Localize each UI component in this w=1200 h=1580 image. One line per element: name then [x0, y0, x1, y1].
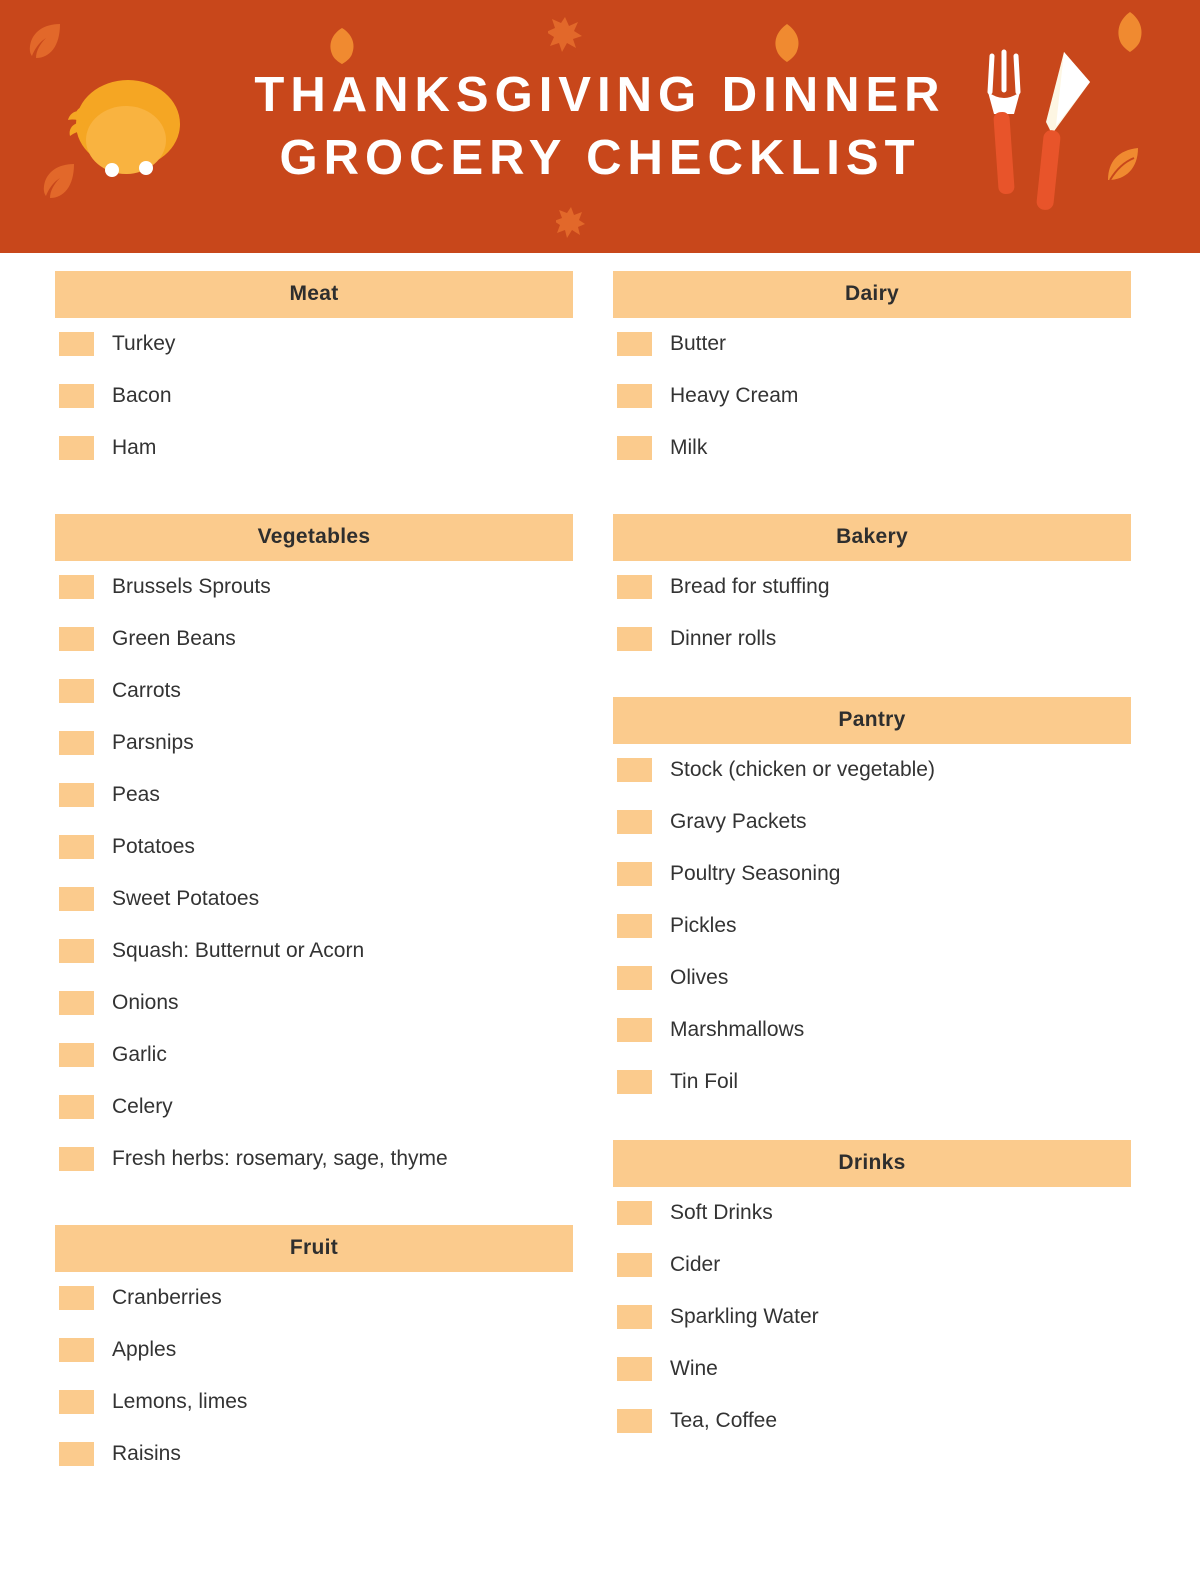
list-item[interactable] [55, 665, 573, 717]
item-label: Cranberries [112, 1286, 222, 1309]
checkbox[interactable] [617, 1018, 652, 1042]
item-label: Butter [670, 332, 727, 355]
checkbox[interactable] [617, 627, 652, 651]
item-label: Dinner rolls [670, 627, 777, 650]
category-items [613, 561, 1131, 665]
list-item[interactable] [55, 422, 573, 474]
spacer [55, 474, 573, 514]
title-line-1: THANKSGIVING DINNER [254, 68, 946, 123]
category-drinks [613, 1140, 1131, 1447]
category-pantry [613, 697, 1131, 1108]
list-item[interactable] [613, 1187, 1131, 1239]
list-item[interactable] [55, 1029, 573, 1081]
checkbox[interactable] [617, 862, 652, 886]
item-label: Peas [112, 783, 160, 806]
checkbox[interactable] [59, 1043, 94, 1067]
checkbox[interactable] [59, 731, 94, 755]
list-item[interactable] [55, 769, 573, 821]
checkbox[interactable] [59, 1442, 94, 1466]
list-item[interactable] [55, 821, 573, 873]
checkbox[interactable] [59, 384, 94, 408]
list-item[interactable] [613, 1056, 1131, 1108]
list-item[interactable] [613, 744, 1131, 796]
category-header: Bakery [613, 514, 1131, 561]
list-item[interactable] [55, 1133, 573, 1185]
category-bakery [613, 514, 1131, 665]
category-items [55, 1272, 573, 1480]
spacer [613, 1108, 1131, 1140]
item-label: Poultry Seasoning [670, 862, 841, 885]
page-title [0, 0, 1200, 253]
checkbox[interactable] [617, 1253, 652, 1277]
category-items [613, 318, 1131, 474]
checkbox[interactable] [59, 627, 94, 651]
checkbox[interactable] [617, 384, 652, 408]
list-item[interactable] [613, 422, 1131, 474]
category-items [613, 1187, 1131, 1447]
category-vegetables [55, 514, 573, 1185]
item-label: Soft Drinks [670, 1201, 773, 1224]
checkbox[interactable] [617, 1409, 652, 1433]
list-item[interactable] [613, 900, 1131, 952]
item-label: Gravy Packets [670, 810, 807, 833]
checkbox[interactable] [59, 1147, 94, 1171]
category-dairy [613, 271, 1131, 474]
item-label: Garlic [112, 1043, 167, 1066]
category-header: Pantry [613, 697, 1131, 744]
checkbox[interactable] [59, 1286, 94, 1310]
checkbox[interactable] [59, 679, 94, 703]
item-label: Milk [670, 436, 708, 459]
item-label: Carrots [112, 679, 181, 702]
checkbox[interactable] [617, 914, 652, 938]
category-header: Dairy [613, 271, 1131, 318]
item-label: Olives [670, 966, 729, 989]
left-column [55, 271, 573, 1480]
item-label: Lemons, limes [112, 1390, 248, 1413]
checkbox[interactable] [617, 575, 652, 599]
checkbox[interactable] [59, 783, 94, 807]
list-item[interactable] [55, 717, 573, 769]
checkbox[interactable] [59, 835, 94, 859]
item-label: Wine [670, 1357, 718, 1380]
checkbox[interactable] [59, 939, 94, 963]
category-header: Meat [55, 271, 573, 318]
checkbox[interactable] [59, 436, 94, 460]
item-label: Cider [670, 1253, 721, 1276]
list-item[interactable] [55, 1428, 573, 1480]
item-label: Pickles [670, 914, 737, 937]
item-label: Stock (chicken or vegetable) [670, 758, 935, 781]
item-label: Tin Foil [670, 1070, 739, 1093]
list-item[interactable] [55, 1376, 573, 1428]
checkbox[interactable] [617, 1305, 652, 1329]
list-item[interactable] [613, 796, 1131, 848]
item-label: Sparkling Water [670, 1305, 819, 1328]
checkbox[interactable] [617, 436, 652, 460]
category-fruit [55, 1225, 573, 1480]
item-label: Bacon [112, 384, 172, 407]
page-header-banner [0, 0, 1200, 253]
list-item[interactable] [55, 1272, 573, 1324]
item-label: Fresh herbs: rosemary, sage, thyme [112, 1147, 448, 1170]
list-item[interactable] [55, 925, 573, 977]
checkbox[interactable] [617, 966, 652, 990]
checkbox[interactable] [617, 758, 652, 782]
item-label: Squash: Butternut or Acorn [112, 939, 365, 962]
list-item[interactable] [55, 977, 573, 1029]
checkbox[interactable] [617, 332, 652, 356]
list-item[interactable] [55, 1081, 573, 1133]
category-header: Vegetables [55, 514, 573, 561]
item-label: Sweet Potatoes [112, 887, 260, 910]
category-header: Drinks [613, 1140, 1131, 1187]
category-meat [55, 271, 573, 474]
item-label: Raisins [112, 1442, 181, 1465]
item-label: Parsnips [112, 731, 194, 754]
list-item[interactable] [613, 1239, 1131, 1291]
item-label: Onions [112, 991, 179, 1014]
item-label: Ham [112, 436, 157, 459]
item-label: Potatoes [112, 835, 195, 858]
list-item[interactable] [613, 1004, 1131, 1056]
checkbox[interactable] [59, 1095, 94, 1119]
list-item[interactable] [55, 318, 573, 370]
list-item[interactable] [55, 873, 573, 925]
checkbox[interactable] [617, 1070, 652, 1094]
checkbox[interactable] [617, 1357, 652, 1381]
category-items [613, 744, 1131, 1108]
spacer [55, 1185, 573, 1225]
list-item[interactable] [613, 1395, 1131, 1447]
item-label: Green Beans [112, 627, 236, 650]
list-item[interactable] [613, 1291, 1131, 1343]
checkbox[interactable] [59, 1390, 94, 1414]
item-label: Tea, Coffee [670, 1409, 778, 1432]
category-header: Fruit [55, 1225, 573, 1272]
checkbox[interactable] [59, 575, 94, 599]
right-column [613, 271, 1131, 1447]
list-item[interactable] [55, 1324, 573, 1376]
checkbox[interactable] [59, 1338, 94, 1362]
spacer [613, 665, 1131, 697]
item-label: Celery [112, 1095, 173, 1118]
checkbox[interactable] [617, 1201, 652, 1225]
list-item[interactable] [613, 318, 1131, 370]
list-item[interactable] [613, 561, 1131, 613]
item-label: Bread for stuffing [670, 575, 830, 598]
checkbox[interactable] [617, 810, 652, 834]
item-label: Heavy Cream [670, 384, 799, 407]
checkbox[interactable] [59, 887, 94, 911]
list-item[interactable] [613, 370, 1131, 422]
item-label: Marshmallows [670, 1018, 805, 1041]
list-item[interactable] [55, 561, 573, 613]
list-item[interactable] [55, 370, 573, 422]
category-items [55, 318, 573, 474]
list-item[interactable] [55, 613, 573, 665]
list-item[interactable] [613, 848, 1131, 900]
spacer [613, 474, 1131, 514]
checkbox[interactable] [59, 332, 94, 356]
list-item[interactable] [613, 952, 1131, 1004]
title-line-2: GROCERY CHECKLIST [279, 130, 921, 185]
list-item[interactable] [613, 1343, 1131, 1395]
list-item[interactable] [613, 613, 1131, 665]
category-items [55, 561, 573, 1185]
item-label: Turkey [112, 332, 176, 355]
item-label: Apples [112, 1338, 177, 1361]
item-label: Brussels Sprouts [112, 575, 271, 598]
checkbox[interactable] [59, 991, 94, 1015]
